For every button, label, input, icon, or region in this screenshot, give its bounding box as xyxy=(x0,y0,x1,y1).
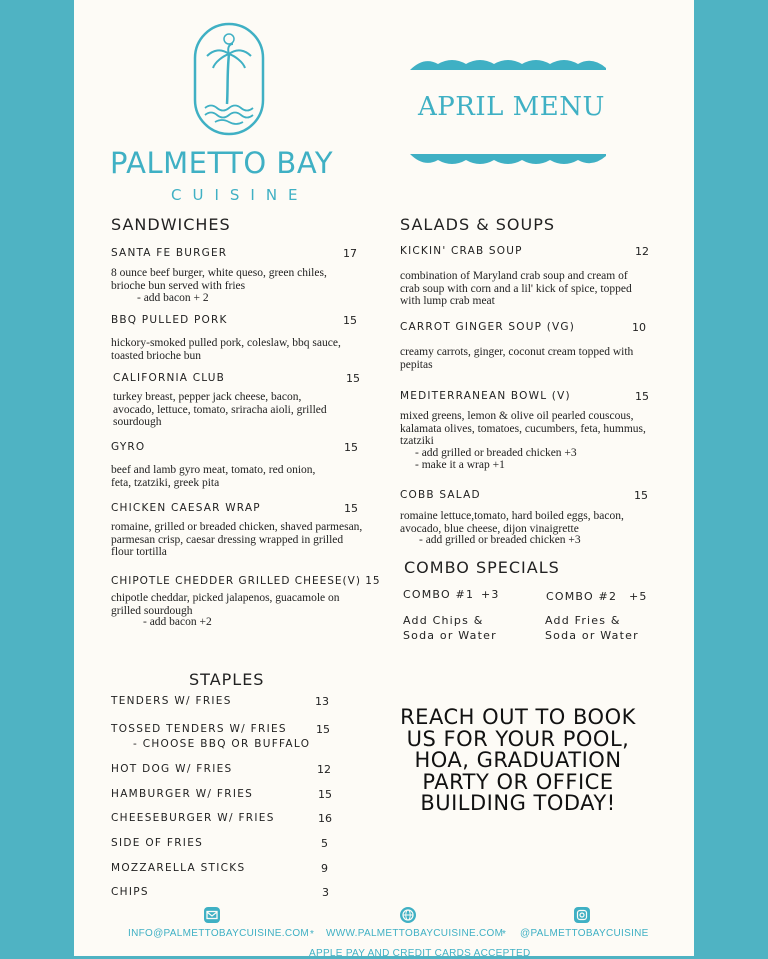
staple-price: 15 xyxy=(318,788,332,801)
palm-tree-logo xyxy=(193,22,265,136)
sandwich-price: 17 xyxy=(343,247,357,260)
sandwich-name: BBQ PULLED PORK xyxy=(111,314,228,326)
salad-name: CARROT GINGER SOUP (VG) xyxy=(400,321,576,333)
sandwich-name: CHIPOTLE CHEDDER GRILLED CHEESE(V) 15 xyxy=(111,575,381,587)
staple-price: 15 xyxy=(316,723,330,736)
globe-icon[interactable] xyxy=(400,907,416,923)
salad-extra: - add grilled or breaded chicken +3 xyxy=(415,447,577,459)
staple-price: 13 xyxy=(315,695,329,708)
salad-extra: - make it a wrap +1 xyxy=(415,459,505,471)
salad-price: 10 xyxy=(632,321,646,334)
salad-name: COBB SALAD xyxy=(400,489,481,501)
salad-name: MEDITERRANEAN BOWL (V) xyxy=(400,390,571,402)
menu-title: APRIL MENU xyxy=(418,92,605,122)
sandwich-desc: hickory-smoked pulled pork, coleslaw, bbq sauce, toasted brioche bun xyxy=(111,337,341,362)
salad-price: 12 xyxy=(635,245,649,258)
staples-heading: STAPLES xyxy=(189,670,265,689)
booking-cta: REACH OUT TO BOOK US FOR YOUR POOL, HOA, GRADUATION PARTY OR OFFICE BUILDING TODAY! xyxy=(400,705,636,815)
sandwich-name: CALIFORNIA CLUB xyxy=(113,372,226,384)
staple-price: 3 xyxy=(322,886,329,899)
sandwich-price: 15 xyxy=(343,314,357,327)
sandwich-desc: chipotle cheddar, picked jalapenos, guacamole on grilled sourdough xyxy=(111,592,340,617)
wave-bottom xyxy=(410,152,606,166)
staple-name: HOT DOG W/ FRIES xyxy=(111,763,233,775)
combo-price: +5 xyxy=(629,590,648,603)
staple-sub: - CHOOSE BBQ OR BUFFALO xyxy=(133,738,311,750)
footer-separator: * xyxy=(502,929,507,940)
combo-desc: Add Fries & Soda or Water xyxy=(545,614,639,642)
combos-heading: COMBO SPECIALS xyxy=(404,558,560,577)
sandwich-desc: turkey breast, pepper jack cheese, bacon, avocado, lettuce, tomato, sriracha aioli, grilled sourdough xyxy=(113,391,327,428)
staple-price: 9 xyxy=(321,862,328,875)
sandwich-price: 15 xyxy=(346,372,360,385)
salad-extra: - add grilled or breaded chicken +3 xyxy=(419,534,581,546)
footer-website[interactable]: WWW.PALMETTOBAYCUISINE.COM xyxy=(326,928,504,939)
mail-icon[interactable] xyxy=(204,907,220,923)
combo-name: COMBO #2 xyxy=(546,590,618,603)
staple-name: CHIPS xyxy=(111,886,149,898)
sandwich-name: SANTA FE BURGER xyxy=(111,247,228,259)
sandwich-desc: beef and lamb gyro meat, tomato, red onion, feta, tzatziki, greek pita xyxy=(111,464,316,489)
staple-name: TOSSED TENDERS W/ FRIES xyxy=(111,723,287,735)
staple-name: SIDE OF FRIES xyxy=(111,837,204,849)
instagram-icon[interactable] xyxy=(574,907,590,923)
sandwich-desc: 8 ounce beef burger, white queso, green chiles, brioche bun served with fries xyxy=(111,267,327,292)
footer-payment: APPLE PAY AND CREDIT CARDS ACCEPTED xyxy=(309,948,531,959)
wave-top xyxy=(410,58,606,72)
sandwich-price: 15 xyxy=(344,441,358,454)
combo-price: +3 xyxy=(481,588,500,601)
combo-desc: Add Chips & Soda or Water xyxy=(403,614,497,642)
sandwich-extra: - add bacon + 2 xyxy=(137,292,209,304)
combo-name: COMBO #1 xyxy=(403,588,475,601)
sandwich-desc: romaine, grilled or breaded chicken, shaved parmesan, parmesan crisp, caesar dressing wrapped in grilled flour tortilla xyxy=(111,521,363,558)
brand-sub: CUISINE xyxy=(171,186,309,204)
staple-name: MOZZARELLA STICKS xyxy=(111,862,246,874)
salad-desc: creamy carrots, ginger, coconut cream topped with pepitas xyxy=(400,346,634,371)
salad-desc: combination of Maryland crab soup and cream of crab soup with corn and a lil' kick of spice, topped with lump crab meat xyxy=(400,270,632,307)
sandwich-price: 15 xyxy=(344,502,358,515)
brand-name: PALMETTO BAY xyxy=(110,146,334,180)
staple-price: 16 xyxy=(318,812,332,825)
salad-price: 15 xyxy=(635,390,649,403)
salad-name: KICKIN' CRAB SOUP xyxy=(400,245,523,257)
salad-price: 15 xyxy=(634,489,648,502)
salads-heading: SALADS & SOUPS xyxy=(400,215,556,234)
staple-price: 12 xyxy=(317,763,331,776)
salad-desc: romaine lettuce,tomato, hard boiled eggs, bacon, avocado, blue cheese, dijon vinaigrette xyxy=(400,510,624,535)
staple-name: HAMBURGER W/ FRIES xyxy=(111,788,254,800)
footer-separator: * xyxy=(310,929,315,940)
footer-email[interactable]: INFO@PALMETTOBAYCUISINE.COM xyxy=(128,928,310,939)
staple-name: TENDERS W/ FRIES xyxy=(111,695,232,707)
sandwich-extra: - add bacon +2 xyxy=(143,616,212,628)
sandwich-name: GYRO xyxy=(111,441,146,453)
sandwich-name: CHICKEN CAESAR WRAP xyxy=(111,502,261,514)
staple-price: 5 xyxy=(321,837,328,850)
sandwiches-heading: SANDWICHES xyxy=(111,215,231,234)
salad-desc: mixed greens, lemon & olive oil pearled couscous, kalamata olives, tomatoes, cucumbers, feta, hummus, tzatziki xyxy=(400,410,646,447)
staple-name: CHEESEBURGER W/ FRIES xyxy=(111,812,275,824)
footer-social[interactable]: @PALMETTOBAYCUISINE xyxy=(520,928,649,939)
